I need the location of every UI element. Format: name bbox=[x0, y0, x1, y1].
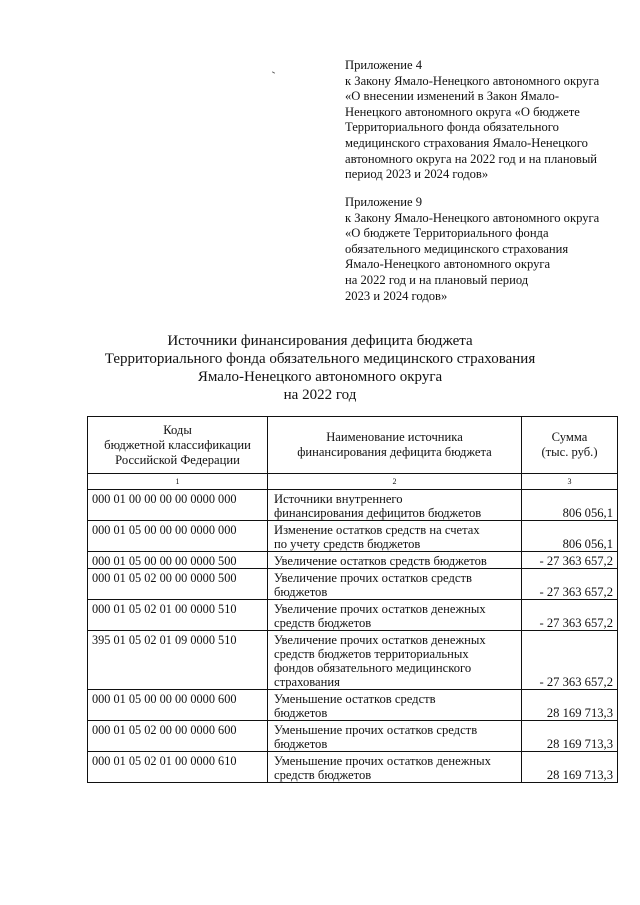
table-row bbox=[88, 552, 618, 569]
title-line: на 2022 год bbox=[283, 387, 357, 403]
annex-9-caption bbox=[345, 195, 635, 304]
annex-4-line: Ненецкого автономного округа «О бюджете bbox=[345, 104, 580, 119]
budget-code: 395 01 05 02 01 09 0000 510 bbox=[88, 631, 268, 690]
source-name-line: Увеличение прочих остатков денежных bbox=[274, 633, 486, 647]
source-name bbox=[268, 631, 522, 690]
header-sum bbox=[522, 417, 618, 474]
annex-4-line: период 2023 и 2024 годов» bbox=[345, 167, 489, 182]
annex-9-line: «О бюджете Территориального фонда bbox=[345, 226, 549, 241]
source-name-line: Изменение остатков средств на счетах bbox=[274, 523, 480, 537]
source-name-line: Увеличение прочих остатков денежных bbox=[274, 602, 486, 616]
source-name-line: Уменьшение прочих остатков средств bbox=[274, 723, 478, 737]
column-number: 3 bbox=[522, 474, 618, 490]
source-name bbox=[268, 721, 522, 752]
annex-4-line: Приложение 4 bbox=[345, 58, 423, 72]
budget-code: 000 01 05 02 01 00 0000 510 bbox=[88, 600, 268, 631]
source-name-line: бюджетов bbox=[274, 706, 328, 720]
table-row bbox=[88, 569, 618, 600]
title-line: Территориального фонда обязательного медицинского страхования bbox=[104, 351, 536, 367]
table-row bbox=[88, 600, 618, 631]
column-number: 1 bbox=[88, 474, 268, 490]
financing-sources-table bbox=[87, 416, 618, 783]
annex-9-line: Ямало-Ненецкого автономного округа bbox=[345, 257, 551, 272]
annex-4-line: «О внесении изменений в Закон Ямало- bbox=[345, 89, 560, 104]
budget-code: 000 01 05 02 00 00 0000 600 bbox=[88, 721, 268, 752]
header-line: Российской Федерации bbox=[115, 452, 240, 467]
annex-4-line: Территориального фонда обязательного bbox=[345, 120, 559, 135]
source-name bbox=[268, 752, 522, 783]
source-name-line: финансирования дефицитов бюджетов bbox=[274, 506, 482, 520]
source-name-line: страхования bbox=[274, 675, 340, 689]
table-row bbox=[88, 752, 618, 783]
title-line: Ямало-Ненецкого автономного округа bbox=[197, 369, 443, 385]
table-row bbox=[88, 721, 618, 752]
source-name bbox=[268, 690, 522, 721]
amount: 28 169 713,3 bbox=[522, 690, 618, 721]
header-line: (тыс. руб.) bbox=[541, 445, 598, 459]
column-number-row bbox=[88, 474, 618, 490]
header-line: финансирования дефицита бюджета bbox=[297, 445, 492, 459]
amount: 28 169 713,3 bbox=[522, 721, 618, 752]
amount: 28 169 713,3 bbox=[522, 752, 618, 783]
table-header-row bbox=[88, 417, 618, 474]
header-line: Сумма bbox=[551, 430, 588, 444]
header-line: бюджетной классификации bbox=[104, 437, 251, 452]
annex-9-line: на 2022 год и на плановый период bbox=[345, 272, 529, 287]
source-name-line: средств бюджетов bbox=[274, 768, 372, 782]
source-name bbox=[268, 521, 522, 552]
annex-4-line: автономного округа на 2022 год и на плановый bbox=[345, 151, 598, 166]
budget-code: 000 01 05 00 00 00 0000 000 bbox=[88, 521, 268, 552]
source-name-line: по учету средств бюджетов bbox=[274, 537, 421, 551]
annex-4-caption bbox=[345, 58, 635, 183]
document-title bbox=[0, 332, 640, 404]
source-name-line: Увеличение прочих остатков средств bbox=[274, 571, 472, 585]
amount: 806 056,1 bbox=[522, 490, 618, 521]
source-name-line: бюджетов bbox=[274, 737, 328, 751]
source-name bbox=[268, 600, 522, 631]
budget-code: 000 01 05 02 01 00 0000 610 bbox=[88, 752, 268, 783]
header-codes bbox=[88, 417, 268, 474]
source-name bbox=[268, 490, 522, 521]
amount: 806 056,1 bbox=[522, 521, 618, 552]
annex-9-line: 2023 и 2024 годов» bbox=[345, 288, 448, 303]
source-name-line: Источники внутреннего bbox=[274, 492, 403, 506]
annex-9-line: Приложение 9 bbox=[345, 195, 423, 209]
column-number: 2 bbox=[268, 474, 522, 490]
source-name bbox=[268, 569, 522, 600]
amount: - 27 363 657,2 bbox=[522, 631, 618, 690]
source-name bbox=[268, 552, 522, 569]
annex-9-line: к Закону Ямало-Ненецкого автономного округа bbox=[345, 210, 600, 225]
budget-code: 000 01 05 00 00 00 0000 600 bbox=[88, 690, 268, 721]
source-name-line: Увеличение остатков средств бюджетов bbox=[274, 554, 487, 568]
table-row bbox=[88, 690, 618, 721]
annex-4-line: медицинского страхования Ямало-Ненецкого bbox=[345, 135, 588, 150]
annex-9-line: обязательного медицинского страхования bbox=[345, 241, 569, 256]
scan-speck bbox=[272, 71, 275, 73]
amount: - 27 363 657,2 bbox=[522, 600, 618, 631]
source-name-line: фондов обязательного медицинского bbox=[274, 661, 472, 675]
annex-4-line: к Закону Ямало-Ненецкого автономного округа bbox=[345, 73, 600, 88]
budget-code: 000 01 05 02 00 00 0000 500 bbox=[88, 569, 268, 600]
amount: - 27 363 657,2 bbox=[522, 569, 618, 600]
table-row bbox=[88, 631, 618, 690]
title-line: Источники финансирования дефицита бюджета bbox=[167, 333, 473, 349]
budget-code: 000 01 00 00 00 00 0000 000 bbox=[88, 490, 268, 521]
source-name-line: бюджетов bbox=[274, 585, 328, 599]
source-name-line: средств бюджетов bbox=[274, 616, 372, 630]
budget-code: 000 01 05 00 00 00 0000 500 bbox=[88, 552, 268, 569]
table-row bbox=[88, 490, 618, 521]
source-name-line: Уменьшение остатков средств bbox=[274, 692, 436, 706]
header-source-name bbox=[268, 417, 522, 474]
source-name-line: средств бюджетов территориальных bbox=[274, 647, 469, 661]
header-line: Наименование источника bbox=[326, 430, 463, 444]
header-line: Коды bbox=[163, 422, 192, 437]
source-name-line: Уменьшение прочих остатков денежных bbox=[274, 754, 491, 768]
amount: - 27 363 657,2 bbox=[522, 552, 618, 569]
table-row bbox=[88, 521, 618, 552]
